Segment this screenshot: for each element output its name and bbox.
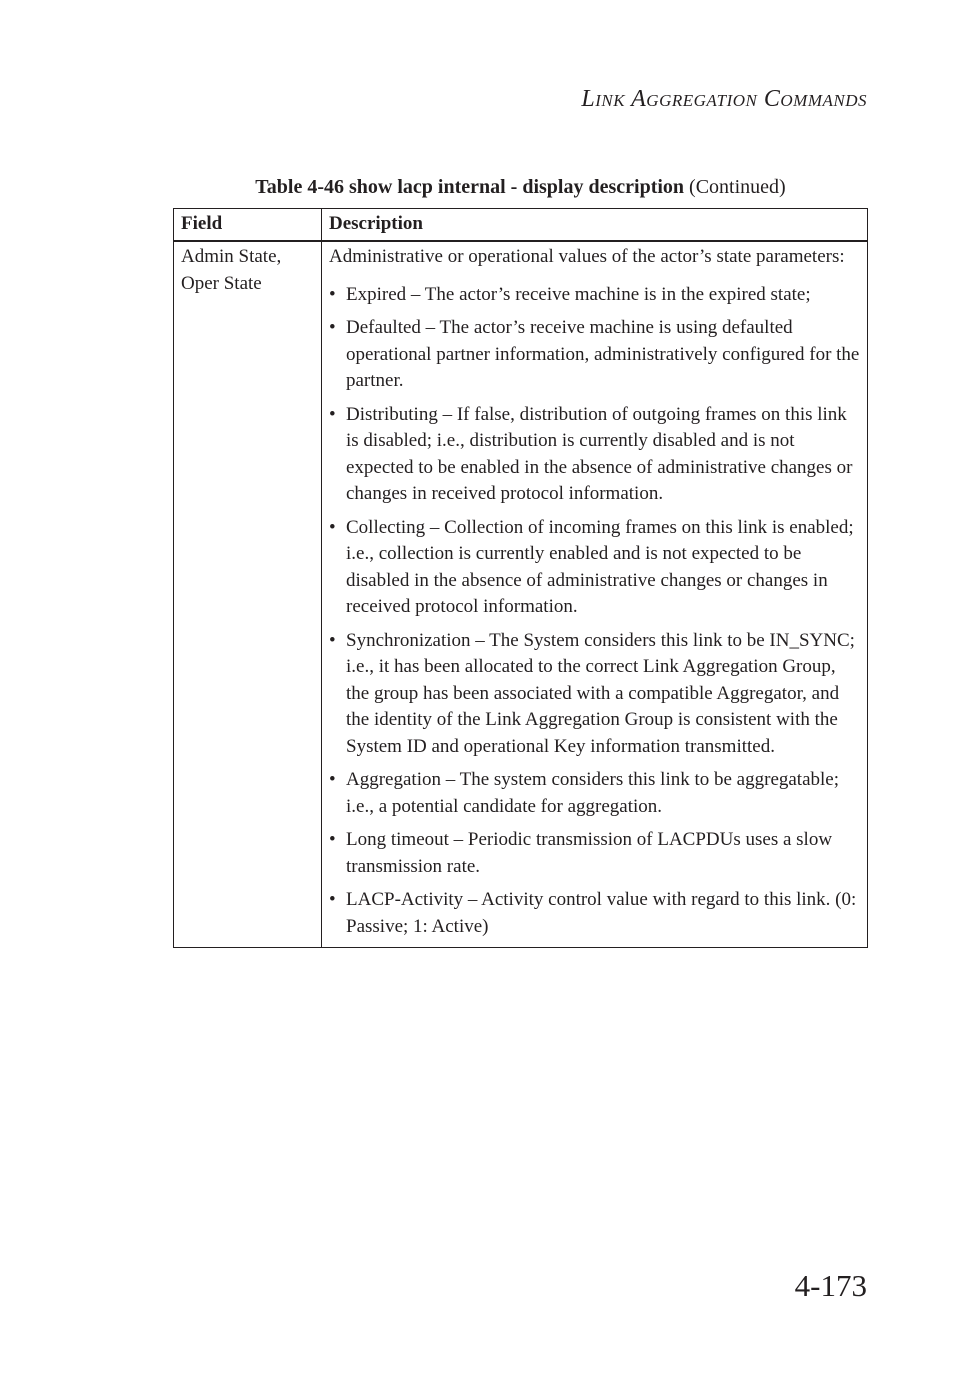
bullet-text: Collecting – Collection of incoming frames on this link is enabled; i.e., collection is currently enabled and is not expected to be disabled in the absence of administrative changes or changes in received protocol information.	[346, 516, 854, 617]
table-caption-title: Table 4-46 show lacp internal - display description	[255, 176, 685, 198]
bullet-dot: •	[329, 629, 336, 651]
bullet-text: Defaulted – The actor’s receive machine is using defaulted operational partner information, administratively configured for the partner.	[346, 317, 860, 391]
bullet-item	[329, 887, 861, 940]
field-name-line: Oper State	[181, 272, 262, 294]
bullet-text: Distributing – If false, distribution of outgoing frames on this link is disabled; i.e., distribution is currently disabled and is not expected to be enabled in the absence of administrative changes or changes in received protocol information.	[346, 403, 853, 504]
field-cell	[174, 241, 322, 948]
bullet-item	[329, 315, 861, 395]
bullet-dot: •	[329, 317, 336, 338]
bullet-item	[329, 402, 861, 508]
bullet-dot: •	[329, 403, 336, 425]
bullet-text: Synchronization – The System considers this link to be IN_SYNC; i.e., it has been allocated to the correct Link Aggregation Group, the group has been associated with a compatible Aggregator, and the identity of the Link Aggregation Group is consistent with the System ID and operational Key information transmitted.	[346, 629, 855, 757]
bullet-dot: •	[329, 829, 336, 850]
table-header-row	[174, 209, 868, 242]
column-header-field: Field	[174, 209, 322, 242]
bullet-text: Expired – The actor’s receive machine is in the expired state;	[346, 283, 811, 305]
table-caption-continued: (Continued)	[689, 176, 786, 198]
bullet-item	[329, 282, 861, 309]
running-header: Link Aggregation Commands	[581, 86, 867, 112]
table-caption	[174, 176, 867, 199]
bullet-text: Long timeout – Periodic transmission of LACPDUs uses a slow transmission rate.	[346, 829, 833, 877]
description-table	[173, 208, 868, 948]
bullet-dot: •	[329, 516, 336, 538]
bullet-text: LACP-Activity – Activity control value with regard to this link. (0: Passive; 1: Active)	[346, 889, 857, 937]
bullet-dot: •	[329, 283, 336, 305]
description-bullet-list	[329, 282, 861, 941]
bullet-text: Aggregation – The system considers this link to be aggregatable; i.e., a potential candidate for aggregation.	[346, 769, 840, 817]
bullet-item	[329, 827, 861, 880]
bullet-item	[329, 767, 861, 820]
field-name-line: Admin State,	[181, 246, 282, 267]
bullet-item	[329, 515, 861, 621]
description-intro: Administrative or operational values of the actor’s state parameters:	[329, 246, 845, 267]
description-cell	[322, 241, 868, 948]
bullet-dot: •	[329, 769, 336, 790]
bullet-item	[329, 628, 861, 761]
page-number: 4-173	[794, 1268, 867, 1303]
table-row	[174, 241, 868, 948]
column-header-description: Description	[322, 209, 868, 242]
bullet-dot: •	[329, 889, 336, 910]
